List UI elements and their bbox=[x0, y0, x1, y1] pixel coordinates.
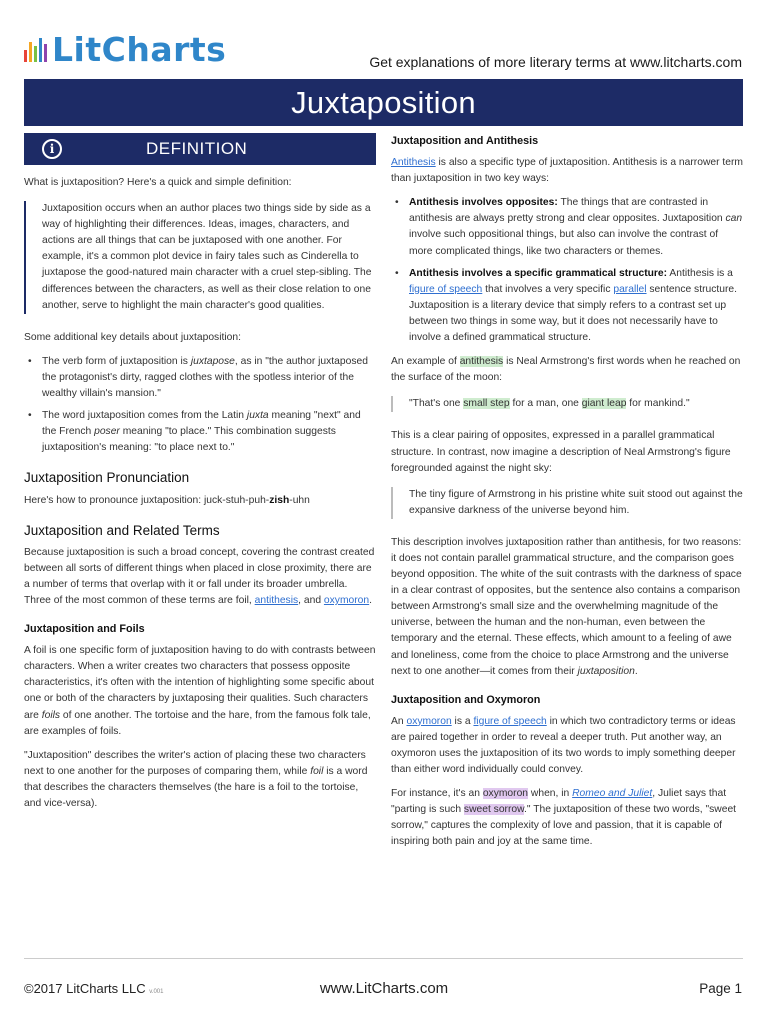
antithesis-heading: Juxtaposition and Antithesis bbox=[391, 135, 539, 147]
antithesis-highlight: antithesis bbox=[459, 356, 504, 368]
text: The verb form of juxtaposition is bbox=[42, 355, 191, 367]
text: The word juxtaposition comes from the Latin bbox=[42, 410, 247, 422]
text: of one another. The tortoise and the hare, from the famous folk tale, are examples of foils. bbox=[24, 709, 371, 737]
foils-heading: Juxtaposition and Foils bbox=[24, 623, 145, 636]
related-terms-text bbox=[24, 545, 376, 609]
pairing-paragraph: This is a clear pairing of opposites, expressed in a parallel grammatical structure. In contrast, now imagine a description of Neal Armstrong's figure foregrounded against the night sky: bbox=[391, 430, 731, 474]
foils-paragraph-2 bbox=[24, 748, 376, 812]
antithesis-link[interactable]: Antithesis bbox=[391, 157, 436, 169]
logo-bars-icon bbox=[24, 34, 47, 62]
giant-leap-highlight: giant leap bbox=[581, 398, 627, 410]
logo-bar bbox=[34, 46, 37, 62]
definition-bar bbox=[24, 133, 376, 165]
litcharts-logo[interactable] bbox=[24, 30, 227, 69]
pronunciation-text bbox=[24, 493, 376, 509]
figure-of-speech-link[interactable]: figure of speech bbox=[409, 283, 483, 295]
logo-bar bbox=[24, 50, 27, 62]
text: Antithesis is a bbox=[667, 267, 733, 279]
list-item bbox=[391, 266, 743, 346]
text: , as in "the author juxtaposed the protagonist's dirty, ragged clothes with the spotless interior of the wealthy villain's mansion." bbox=[42, 355, 368, 400]
text: The things that are contrasted in antithesis are always pretty strong and clear opposites. Juxtaposition bbox=[409, 197, 726, 225]
definition-quote bbox=[24, 201, 376, 314]
text: that involves a very specific bbox=[482, 283, 614, 295]
oxymoron-paragraph-2 bbox=[391, 786, 743, 850]
romeo-and-juliet-link[interactable]: Romeo and Juliet bbox=[572, 788, 653, 800]
text-bold: Antithesis involves opposites: bbox=[409, 197, 558, 209]
left-column bbox=[24, 133, 376, 820]
definition-label: DEFINITION bbox=[146, 138, 248, 158]
text: ." The juxtaposition of these two words, "sweet sorrow," captures the complexity of love and passion, that it is capable of inspiring both pain and joy at the same time. bbox=[391, 804, 737, 848]
text: , Juliet says that "parting is such bbox=[391, 788, 727, 816]
text: in which two contradictory terms or ideas are paired together in order to reveal a deeper truth. Put another way, an oxymoron uses the juxtaposition of its two words to imply something deeper than either word individually could convey. bbox=[391, 715, 736, 776]
list-item bbox=[24, 354, 376, 402]
header-tagline: Get explanations of more literary terms at www.litcharts.com bbox=[369, 54, 742, 70]
title-bar bbox=[24, 79, 743, 126]
text-em: can bbox=[725, 213, 743, 225]
text-em: foils bbox=[41, 709, 61, 721]
text: This description involves juxtaposition rather than antithesis, for two reasons: it does not contain parallel grammatical structure, and the comparison goes beyond opposition. The white of the suit contrasts with the darkness of space in a clear contrast of opposites, but the sentence also contains a comparison between Armstrong's small size and the overwhelming magnitude of the universe, between the human and the non-human, even between the temporary and the eternal. These effects, which amount to a feeling of awe and loneliness, come from the choice to place Armstrong and the universe next to one another—it comes from their bbox=[391, 536, 742, 677]
text: is a word that describes the characters themselves (the hare is a foil to the tortoise, and vice-versa). bbox=[24, 765, 368, 809]
text: . bbox=[634, 665, 638, 677]
text: is Neal Armstrong's first words when he reached on the surface of the moon: bbox=[391, 356, 741, 384]
text: involve such oppositional things, but also can involve the contrast of more complicated things, like two characters or themes. bbox=[409, 229, 719, 257]
logo-bar bbox=[39, 38, 42, 62]
oxymoron-link[interactable]: oxymoron bbox=[406, 715, 452, 727]
page-number: Page 1 bbox=[699, 981, 742, 996]
text: The tiny figure of Armstrong in his pristine white suit stood out against the expansive darkness of the universe beyond him. bbox=[409, 488, 743, 516]
text: for mankind." bbox=[626, 398, 690, 410]
parallel-link[interactable]: parallel bbox=[613, 283, 647, 295]
text: meaning "next" and the French bbox=[42, 410, 361, 438]
sweet-sorrow-highlight: sweet sorrow bbox=[463, 804, 525, 816]
text: meaning "to place." This combination suggests juxtaposition's meaning: "to place next to." bbox=[42, 426, 336, 454]
text: Because juxtaposition is such a broad concept, covering the contrast created between all sorts of different things when placed in close proximity, there are a number of terms that overlap with it or fall under its broader umbrella. Three of the most common of these terms are foil, bbox=[24, 546, 375, 606]
logo-bar bbox=[29, 42, 32, 62]
text: Here's how to pronounce juxtaposition: juck-stuh-puh- bbox=[24, 494, 270, 506]
text: A foil is one specific form of juxtaposition having to do with contrasts between characters. When a writer creates two characters that possess opposite characteristics, it's often with the intention of highlighting some specific about one or both of the characters by juxtaposing their qualities. Such characters are bbox=[24, 645, 376, 721]
related-terms-heading: Juxtaposition and Related Terms bbox=[24, 522, 220, 538]
antithesis-link[interactable]: antithesis bbox=[254, 594, 299, 606]
foils-paragraph-1 bbox=[24, 643, 376, 740]
text: is also a specific type of juxtaposition. Antithesis is a narrower term than juxtaposition in two key ways: bbox=[391, 157, 743, 185]
text-bold: Antithesis involves a specific grammatical structure: bbox=[409, 267, 668, 279]
armstrong-quote bbox=[391, 396, 743, 412]
text: An example of bbox=[391, 356, 460, 368]
text: -uhn bbox=[289, 494, 310, 506]
footer-site-link[interactable]: www.LitCharts.com bbox=[319, 980, 449, 997]
oxymoron-link[interactable]: oxymoron bbox=[323, 594, 370, 606]
footer-divider bbox=[24, 958, 743, 959]
list-item bbox=[391, 195, 743, 259]
text: "That's one bbox=[409, 398, 464, 410]
text: is a bbox=[451, 715, 474, 727]
list-item bbox=[24, 408, 376, 456]
details-list bbox=[24, 354, 376, 457]
oxymoron-highlight: oxymoron bbox=[482, 788, 529, 800]
oxymoron-heading: Juxtaposition and Oxymoron bbox=[391, 693, 541, 706]
logo-bar bbox=[44, 44, 47, 62]
right-column bbox=[391, 133, 743, 859]
definition-text: Juxtaposition occurs when an author places two things side by side as a way of highlighting their differences. Ideas, images, characters, and actions are all things that can be juxtaposed with one another. For example, it's a common plot device in fairy tales such as Cinderella to juxtapose the good-natured main character with a cruel step-sibling. The differences between the characters, as well as their close relation to one another, serve to highlight the main character's good qualities. bbox=[42, 203, 372, 311]
figure-quote bbox=[391, 487, 743, 519]
text: for a man, one bbox=[509, 398, 582, 410]
text-em: juxtaposition bbox=[577, 665, 635, 677]
logo-text: LitCharts bbox=[52, 30, 227, 69]
info-icon: i bbox=[42, 139, 62, 159]
text: , and bbox=[298, 594, 324, 606]
antithesis-intro bbox=[391, 155, 743, 187]
small-step-highlight: small step bbox=[463, 398, 510, 410]
text: when, in bbox=[528, 788, 573, 800]
text-em: foil bbox=[310, 765, 324, 777]
oxymoron-paragraph-1 bbox=[391, 714, 743, 778]
version-text: v.001 bbox=[149, 989, 164, 995]
page-title: Juxtaposition bbox=[291, 84, 476, 120]
text-em: juxta bbox=[246, 410, 269, 422]
figure-of-speech-link[interactable]: figure of speech bbox=[473, 715, 547, 727]
details-intro: Some additional key details about juxtaposition: bbox=[24, 331, 241, 343]
description-paragraph bbox=[391, 535, 743, 680]
pronunciation-heading: Juxtaposition Pronunciation bbox=[24, 470, 190, 486]
copyright-text: ©2017 LitCharts LLC bbox=[24, 981, 146, 996]
definition-intro: What is juxtaposition? Here's a quick and simple definition: bbox=[24, 177, 292, 188]
text: sentence structure. Juxtaposition is a literary device that simply refers to a contrast set up between two things in some way, but it does not necessarily have to involve a defined grammatical structure. bbox=[409, 283, 737, 344]
text: "Juxtaposition" describes the writer's action of placing these two characters next to one another for the purposes of comparing them, while bbox=[24, 749, 366, 777]
text-em: poser bbox=[94, 426, 120, 438]
page-header bbox=[0, 0, 768, 80]
text-bold: zish bbox=[269, 494, 290, 506]
text: For instance, it's an bbox=[391, 788, 483, 800]
example-intro bbox=[391, 354, 743, 386]
text-em: juxtapose bbox=[190, 355, 235, 367]
antithesis-list bbox=[391, 195, 743, 346]
text: . bbox=[369, 594, 373, 606]
text: An bbox=[391, 715, 407, 727]
